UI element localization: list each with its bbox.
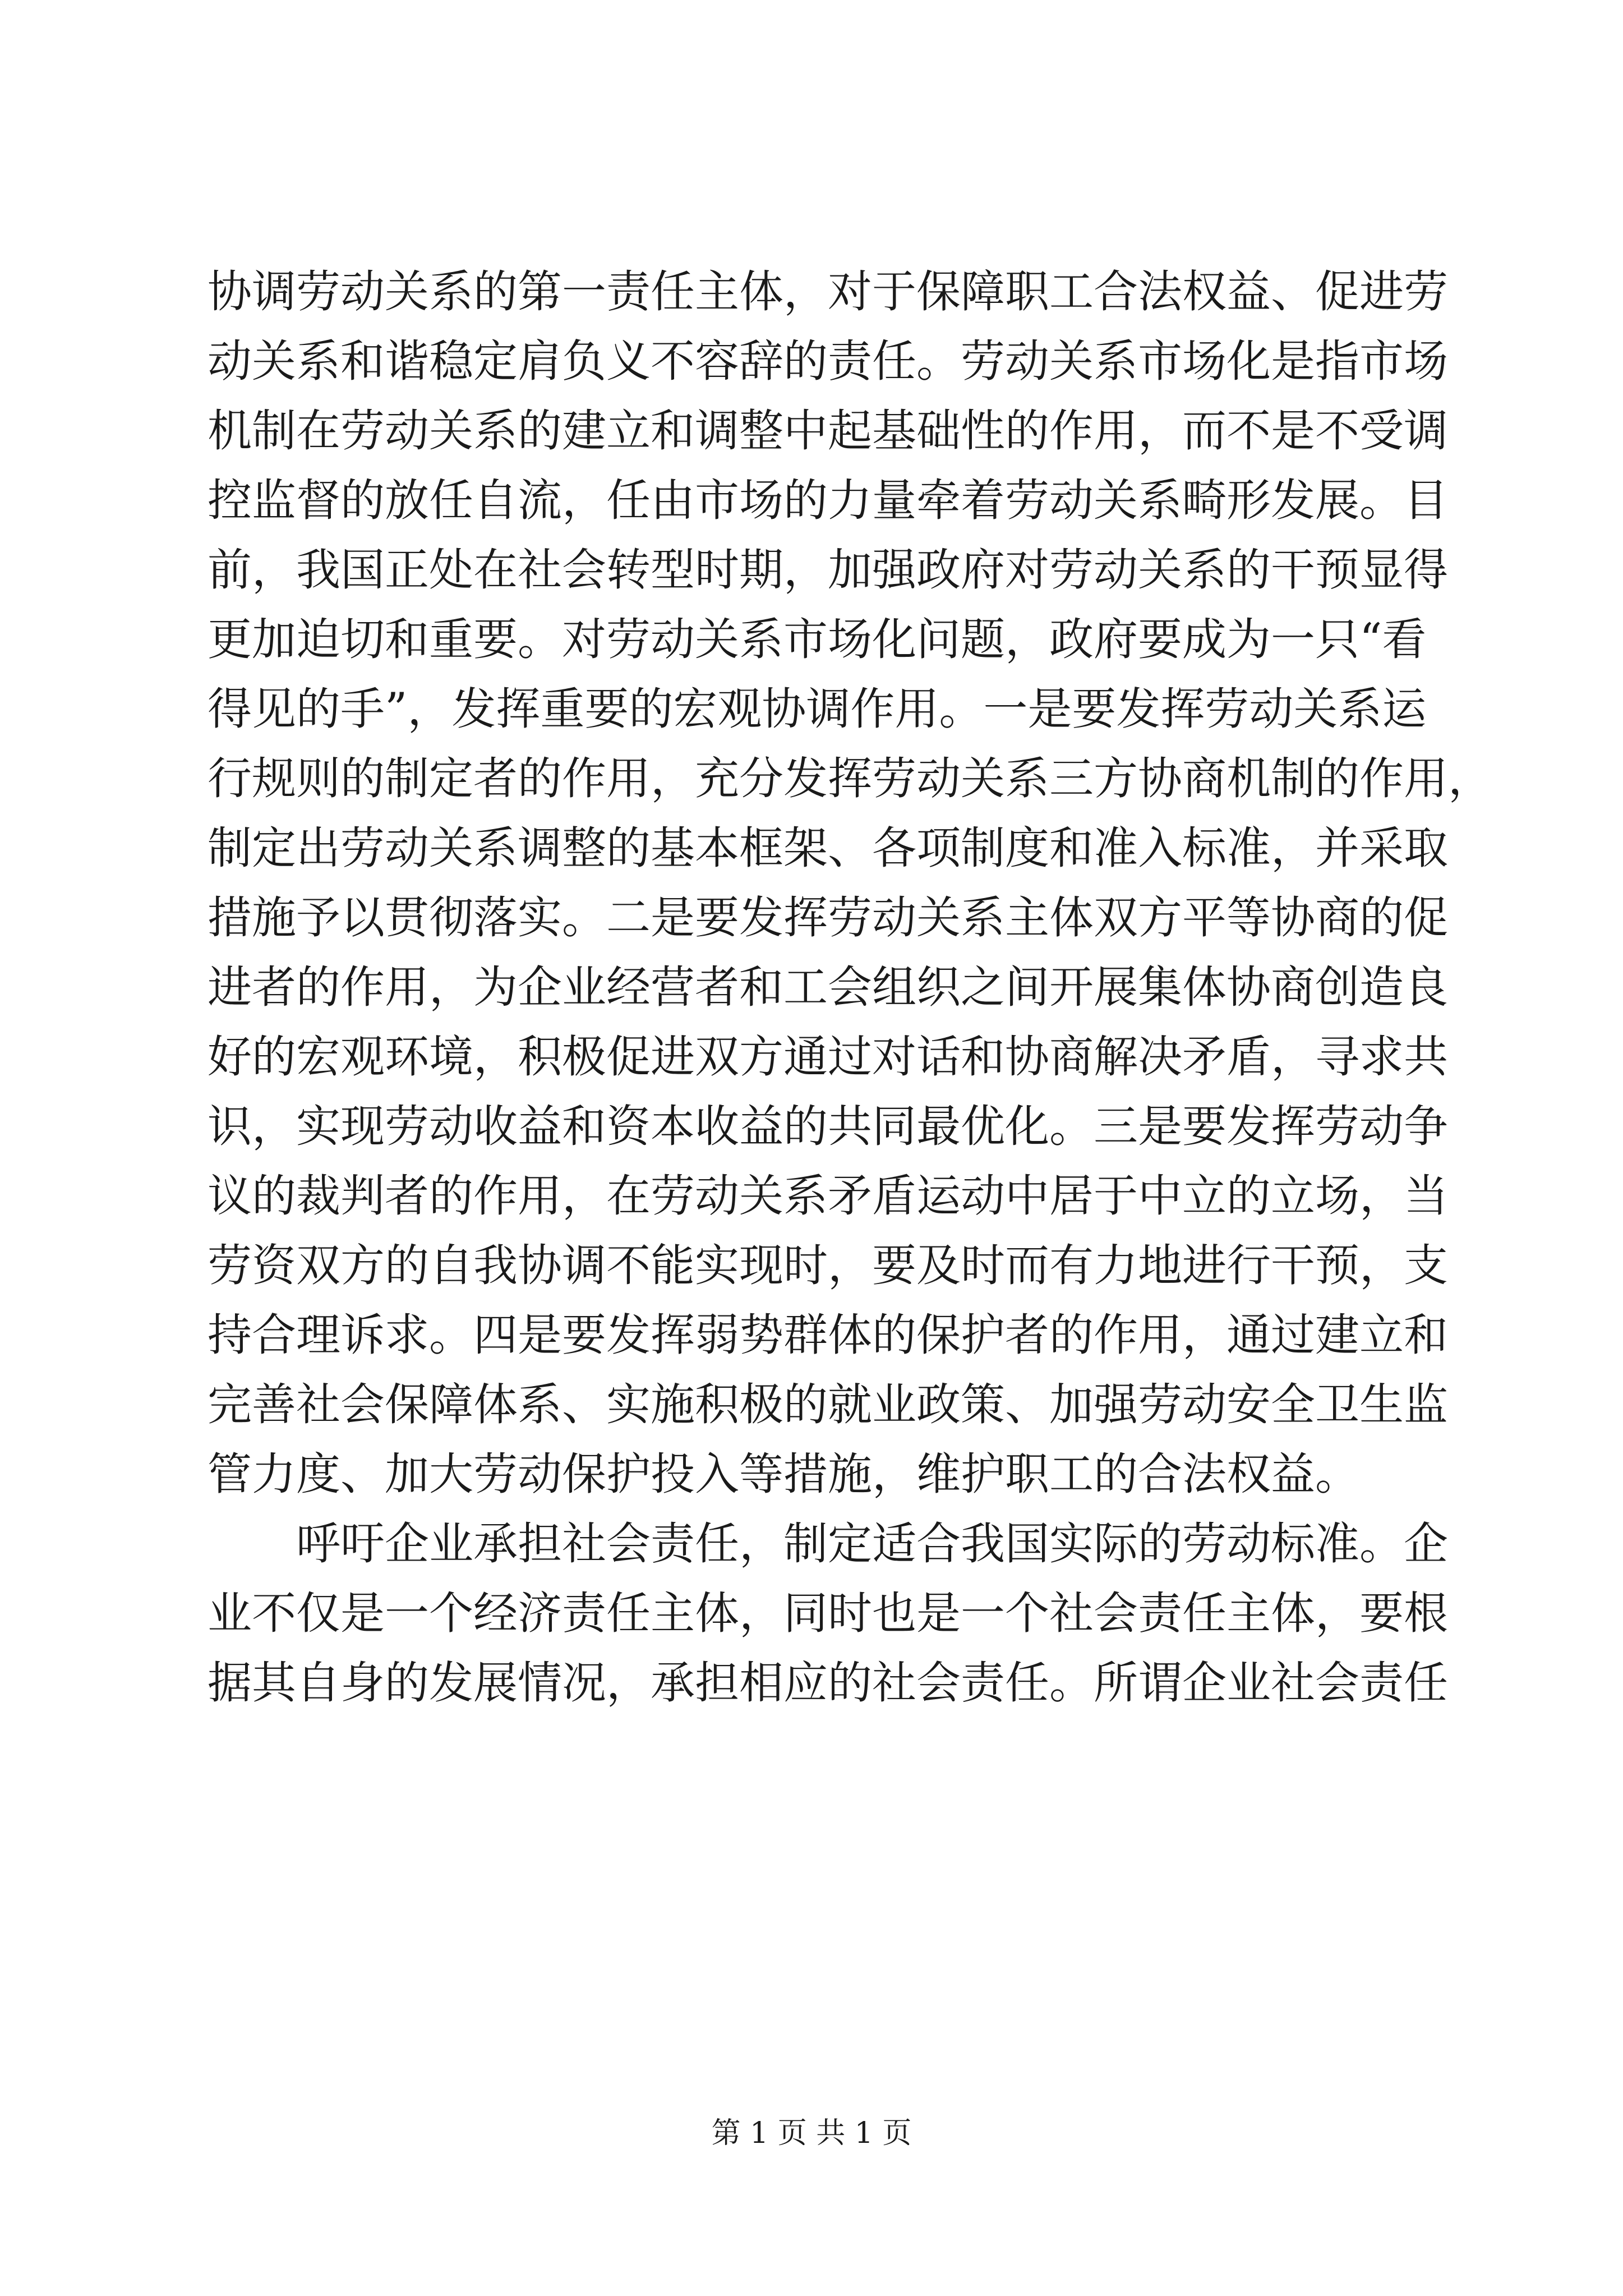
page-footer [0,2109,1623,2151]
text-line: 业不仅是一个经济责任主体，同时也是一个社会责任主体，要根 [208,1588,1448,1639]
page-number: 第 1 页 共 1 页 [711,2116,912,2150]
text-line: 管力度、加大劳动保护投入等措施，维护职工的合法权益。 [208,1448,1359,1500]
text-line: 据其自身的发展情况，承担相应的社会责任。所谓企业社会责任 [208,1657,1448,1709]
document-body [208,257,1492,1718]
text-line: 进者的作用，为企业经营者和工会组织之间开展集体协商创造良 [208,961,1448,1013]
text-line: 协调劳动关系的第一责任主体，对于保障职工合法权益、促进劳 [208,266,1448,318]
text-line: 制定出劳动关系调整的基本框架、各项制度和准入标准，并采取 [208,822,1448,874]
text-line: 劳资双方的自我协调不能实现时，要及时而有力地进行干预，支 [208,1240,1448,1291]
text-line: 机制在劳动关系的建立和调整中起基础性的作用，而不是不受调 [208,405,1448,457]
text-line: 行规则的制定者的作用，充分发挥劳动关系三方协商机制的作用， [208,753,1492,804]
text-line: 措施予以贯彻落实。二是要发挥劳动关系主体双方平等协商的促 [208,892,1448,944]
text-line: 持合理诉求。四是要发挥弱势群体的保护者的作用，通过建立和 [208,1309,1448,1361]
text-line: 呼吁企业承担社会责任，制定适合我国实际的劳动标准。企 [296,1518,1448,1570]
text-line: 完善社会保障体系、实施积极的就业政策、加强劳动安全卫生监 [208,1379,1448,1430]
text-line: 议的裁判者的作用，在劳动关系矛盾运动中居于中立的立场，当 [208,1170,1448,1222]
text-line: 得见的手”，发挥重要的宏观协调作用。一是要发挥劳动关系运 [208,683,1427,735]
text-line: 动关系和谐稳定肩负义不容辞的责任。劳动关系市场化是指市场 [208,335,1448,387]
text-line: 控监督的放任自流，任由市场的力量牵着劳动关系畸形发展。目 [208,475,1448,526]
text-line: 更加迫切和重要。对劳动关系市场化问题，政府要成为一只“看 [208,614,1427,665]
text-line: 好的宏观环境，积极促进双方通过对话和协商解决矛盾，寻求共 [208,1031,1448,1083]
text-line: 前，我国正处在社会转型时期，加强政府对劳动关系的干预显得 [208,544,1448,596]
text-line: 识，实现劳动收益和资本收益的共同最优化。三是要发挥劳动争 [208,1101,1448,1152]
